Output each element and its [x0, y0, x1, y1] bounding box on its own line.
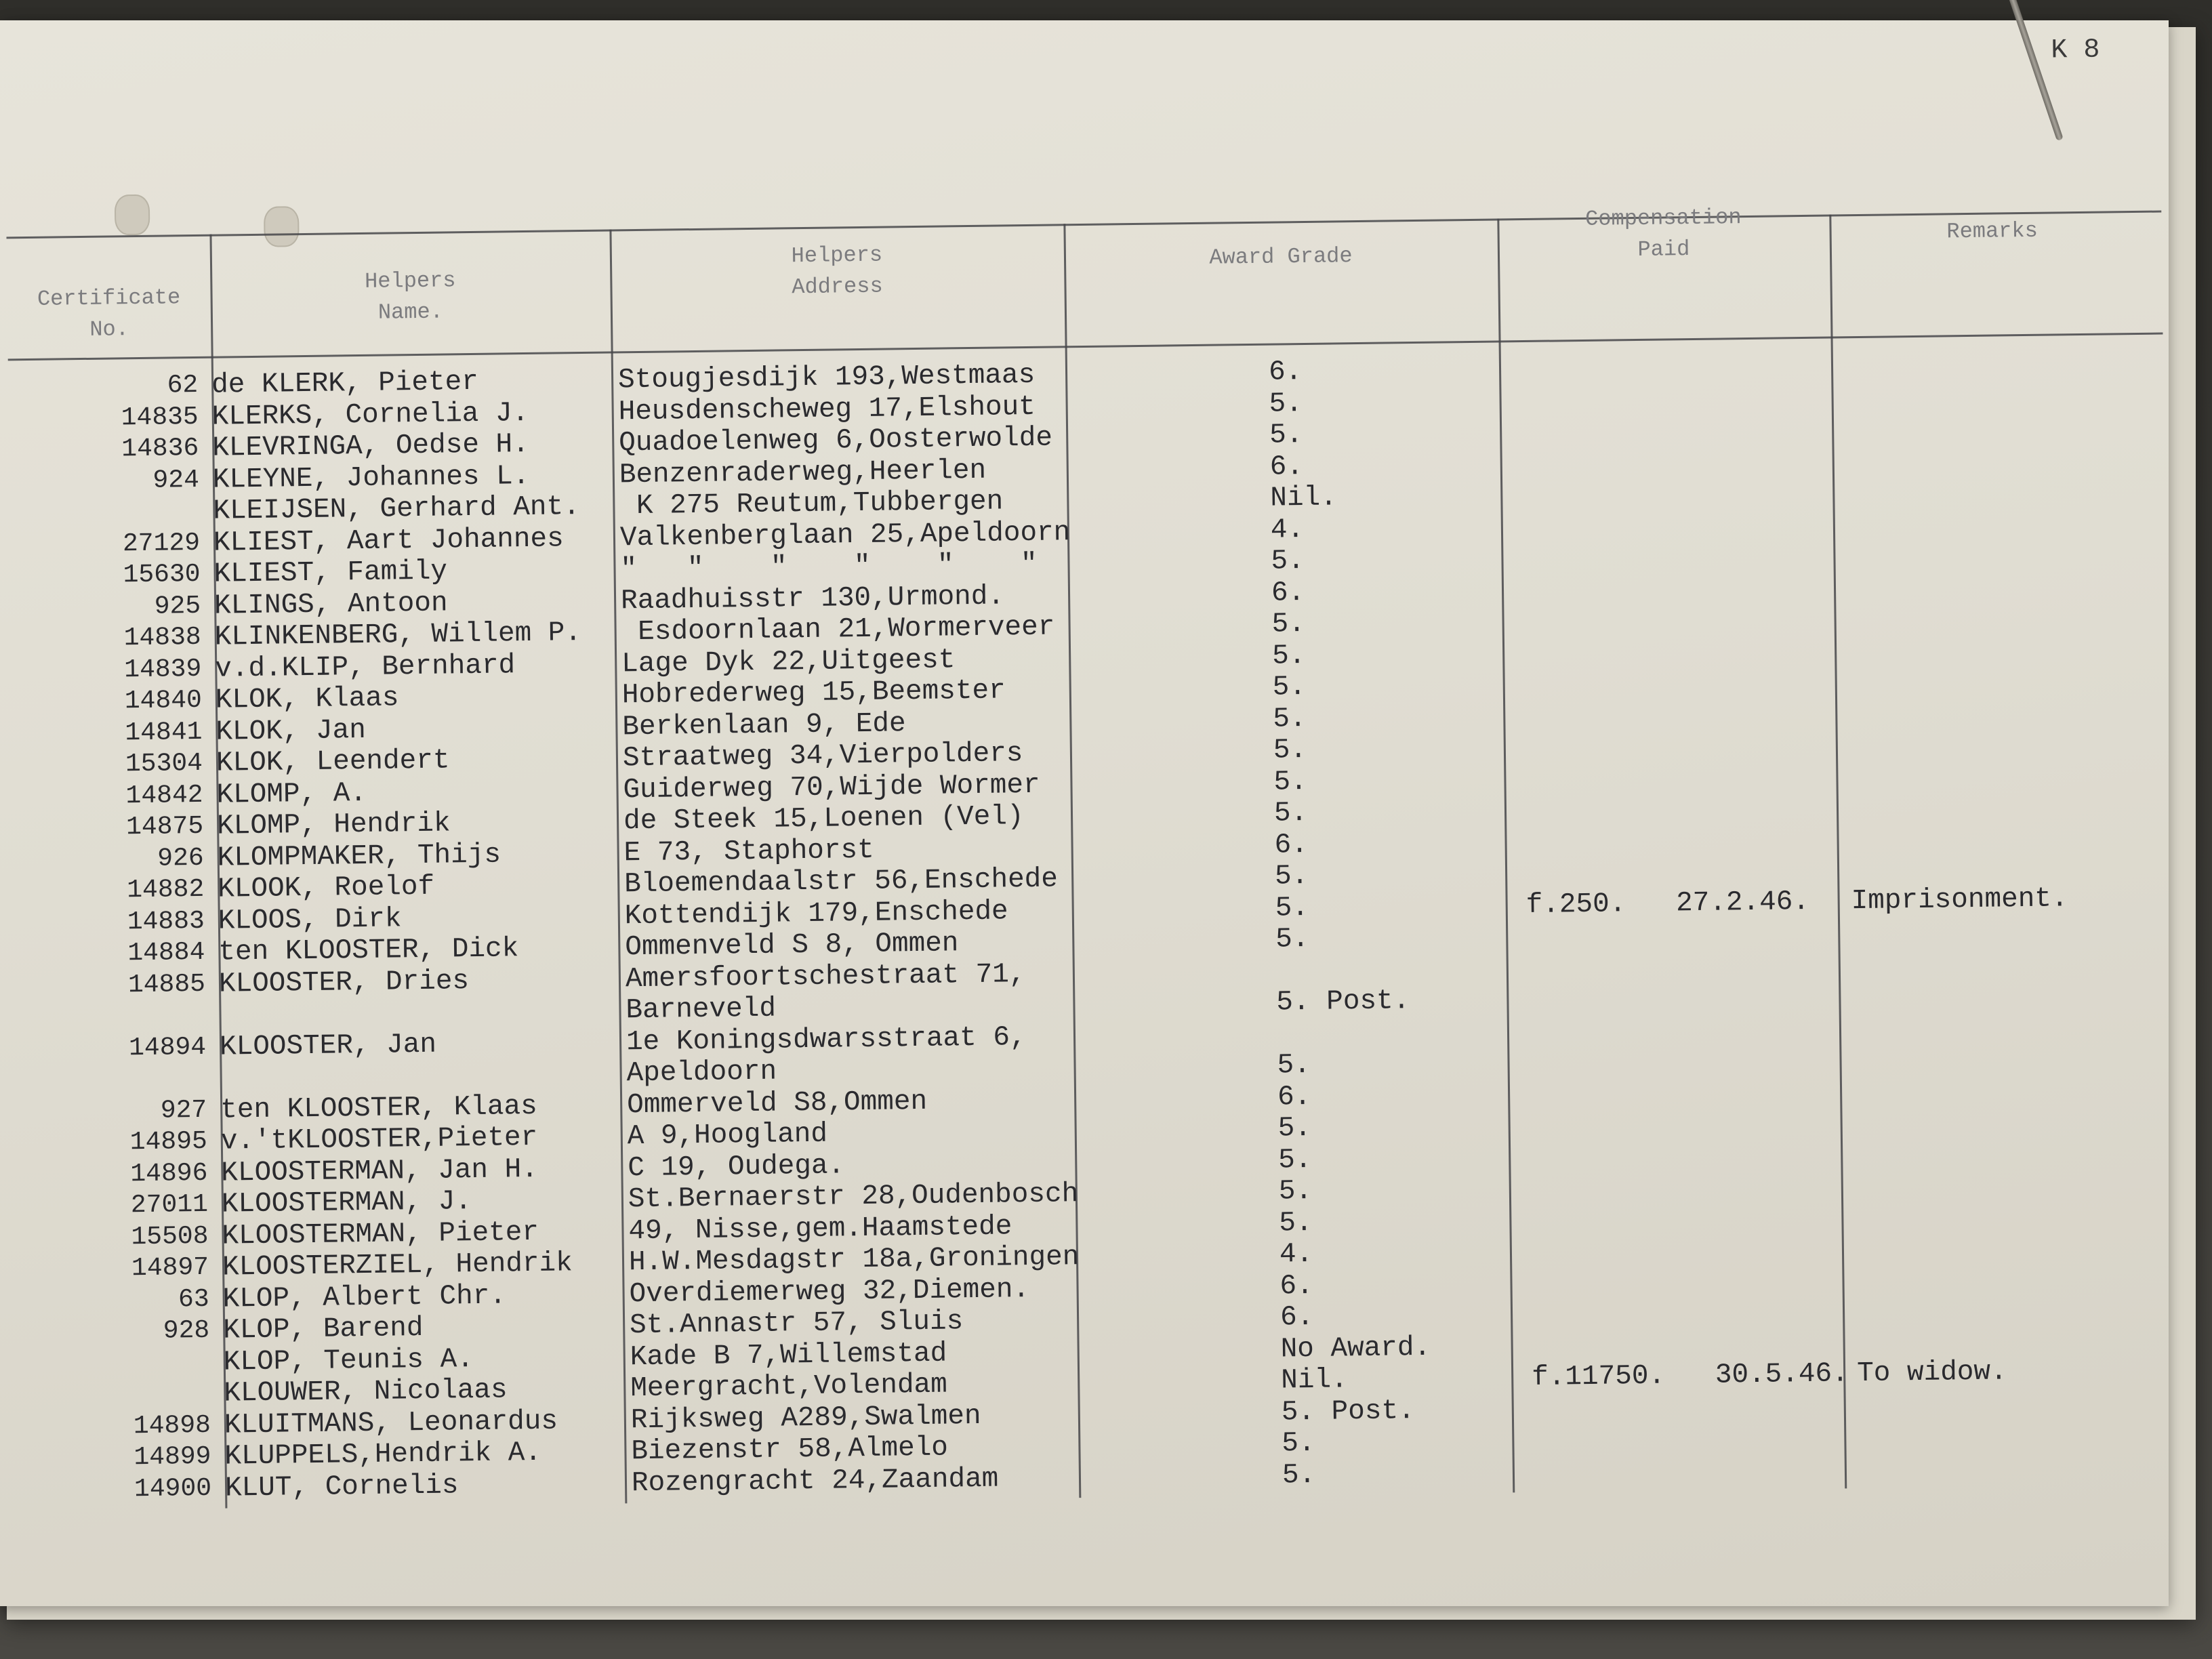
compensation-cell — [1523, 696, 1863, 732]
award-grade-cell: 5. — [1275, 892, 1309, 924]
address-cell: Rijksweg A289,Swalmen — [630, 1400, 981, 1436]
remarks-cell — [1847, 567, 2146, 602]
award-grade-cell: 6. — [1274, 829, 1309, 861]
compensation-cell — [1528, 1074, 1868, 1110]
header-certificate: Certificate No. — [37, 285, 181, 342]
address-cell: Hobrederweg 15,Beemster — [621, 675, 1006, 712]
award-grade-cell: 5. — [1269, 388, 1303, 420]
remarks-cell — [1858, 1449, 2157, 1484]
helper-name-cell: KLOOSTERZIEL, Hendrik — [222, 1248, 573, 1284]
certificate-cell: 14838 — [123, 622, 201, 653]
address-cell: E 73, Staphorst — [623, 834, 874, 869]
compensation-cell — [1530, 1232, 1870, 1268]
compensation-cell — [1524, 728, 1864, 764]
helper-name-cell: KLUITMANS, Leonardus — [224, 1406, 558, 1441]
helper-name-cell: KLIEST, Family — [213, 556, 448, 590]
remarks-cell: To widow. — [1856, 1356, 2007, 1390]
certificate-cell: 14885 — [127, 969, 206, 1000]
compensation-cell — [1531, 1295, 1870, 1331]
helper-name-cell: KLOUWER, Nicolaas — [224, 1374, 508, 1410]
helper-name-cell: KLUPPELS,Hendrik A. — [224, 1437, 542, 1473]
helper-name-cell: KLEYNE, Johannes L. — [212, 460, 530, 496]
remarks-cell — [1856, 1292, 2155, 1327]
helper-name-cell: KLOP, Albert Chr. — [222, 1279, 507, 1315]
certificate-cell: 14896 — [130, 1158, 208, 1189]
address-cell: Esdoornlaan 21,Wormerveer — [621, 611, 1055, 649]
address-cell: Ommerveld S8,Ommen — [626, 1086, 928, 1121]
certificate-cell: 924 — [152, 465, 200, 495]
certificate-cell: 14884 — [127, 937, 205, 968]
certificate-cell: 926 — [157, 843, 204, 874]
address-cell: Apeldoorn — [626, 1056, 777, 1090]
remarks-cell — [1845, 409, 2144, 445]
helper-name-cell: KLOMP, Hendrik — [216, 808, 451, 842]
award-grade-cell: Nil. — [1270, 482, 1338, 514]
certificate-cell — [63, 1000, 206, 1033]
address-cell: K 275 Reutum,Tubbergen — [619, 486, 1004, 523]
remarks-cell — [1856, 1260, 2154, 1295]
remarks-cell — [1845, 377, 2144, 413]
award-grade-cell: 5. — [1271, 546, 1305, 577]
helper-name-cell: KLEIJSEN, Gerhard Ant. — [213, 491, 581, 527]
certificate-cell: 27129 — [122, 528, 201, 558]
helper-name-cell: KLIEST, Aart Johannes — [213, 523, 564, 559]
compensation-cell — [1525, 822, 1864, 858]
compensation-cell — [1527, 980, 1866, 1016]
header-name: Helpers Name. — [364, 268, 456, 325]
remarks-cell — [1846, 472, 2145, 508]
helper-name-cell: KLOOK, Roelof — [217, 871, 435, 905]
address-cell: Kade B 7,Willemstad — [630, 1338, 947, 1373]
address-cell: A 9,Hoogland — [627, 1118, 828, 1153]
helper-name-cell: KLOK, Klaas — [215, 682, 399, 716]
compensation-column — [1519, 350, 1872, 1488]
certificate-cell — [57, 496, 200, 529]
helper-name-cell: KLOK, Leendert — [216, 745, 450, 779]
remarks-cell — [1854, 1134, 2153, 1169]
remarks-cell — [1849, 756, 2148, 791]
remarks-cell — [1853, 1040, 2152, 1075]
record-sheet-content — [0, 7, 2178, 1620]
address-cell: Overdiemerweg 32,Diemen. — [629, 1273, 1030, 1310]
award-grade-cell: 5. — [1279, 1207, 1313, 1240]
page-mark: K 8 — [2051, 35, 2100, 66]
award-grade-cell: 5. Post. — [1276, 985, 1410, 1019]
compensation-cell — [1528, 1106, 1868, 1142]
award-grade-cell: 5. — [1277, 1049, 1311, 1082]
compensation-cell — [1531, 1326, 1870, 1362]
remarks-cell — [1851, 914, 2150, 949]
header-address: Helpers Address — [791, 242, 883, 300]
header-award: Award Grade — [1209, 243, 1353, 270]
compensation-cell — [1519, 350, 1859, 386]
address-cell: Heusdenscheweg 17,Elshout — [618, 391, 1036, 428]
remarks-cell — [1855, 1197, 2154, 1232]
address-cell: 1e Koningsdwarsstraat 6, — [626, 1021, 1027, 1058]
remarks-cell — [1857, 1386, 2156, 1421]
remarks-cell — [1845, 441, 2144, 476]
certificate-cell: 15304 — [125, 748, 203, 779]
helper-name-cell: KLUT, Cornelis — [224, 1469, 459, 1504]
compensation-cell — [1528, 1011, 1867, 1047]
remarks-cell — [1847, 535, 2146, 571]
certificate-cell: 927 — [160, 1095, 207, 1126]
certificate-cell: 14836 — [121, 433, 199, 464]
helper-name-cell — [220, 1058, 627, 1094]
remarks-cell — [1849, 693, 2148, 728]
remarks-cell — [1856, 1323, 2155, 1358]
helper-name-cell: KLOP, Barend — [222, 1312, 424, 1347]
compensation-cell — [1519, 381, 1859, 417]
helper-name-cell — [219, 995, 626, 1031]
compensation-cell — [1521, 476, 1860, 512]
award-grade-cell: 5. — [1272, 671, 1307, 703]
certificate-cell: 14841 — [125, 717, 203, 747]
address-cell: C 19, Oudega. — [628, 1149, 845, 1184]
punch-hole — [264, 206, 300, 247]
compensation-cell — [1527, 948, 1866, 984]
award-column — [1269, 354, 1486, 1492]
remarks-cell — [1845, 346, 2144, 382]
certificate-cell: 14898 — [133, 1410, 211, 1441]
certificate-cell: 62 — [167, 370, 199, 401]
remarks-cell — [1850, 819, 2149, 854]
award-grade-cell: 5. — [1273, 703, 1307, 735]
record-sheet — [0, 20, 2169, 1606]
award-grade-cell: 5. — [1278, 1175, 1313, 1208]
address-cell: Benzenraderweg,Heerlen — [619, 455, 987, 491]
address-cell: Amersfoortschestraat 71, — [625, 958, 1026, 995]
certificate-cell: 14899 — [134, 1441, 211, 1473]
compensation-cell — [1525, 854, 1865, 890]
helper-name-cell: KLINKENBERG, Willem P. — [214, 617, 582, 653]
compensation-cell — [1522, 570, 1862, 606]
punch-hole — [115, 194, 150, 236]
certificate-cell: 14840 — [124, 685, 203, 716]
address-cell: Ommenveld S 8, Ommen — [625, 928, 959, 964]
certificate-cell — [64, 1063, 207, 1097]
compensation-cell — [1528, 1043, 1867, 1079]
certificate-cell: 14883 — [127, 906, 205, 937]
helper-name-cell: KLOOSTERMAN, Pieter — [222, 1216, 539, 1252]
remarks-cell — [1853, 1071, 2152, 1106]
helper-name-cell: de KLERK, Pieter — [211, 366, 479, 401]
address-cell: Barneveld — [626, 993, 777, 1027]
remarks-cell — [1852, 977, 2151, 1012]
certificate-cell: 27011 — [130, 1189, 209, 1221]
compensation-cell — [1533, 1452, 1872, 1488]
compensation-cell — [1523, 633, 1862, 669]
address-cell: Meergracht,Volendam — [630, 1369, 948, 1405]
address-cell: Berkenlaan 9, Ede — [622, 708, 906, 743]
address-cell: Raadhuisstr 130,Urmond. — [620, 580, 1005, 617]
remarks-cell — [1856, 1229, 2154, 1264]
address-cell: Kottendijk 179,Enschede — [624, 895, 1008, 932]
award-grade-cell: 5. — [1282, 1459, 1316, 1492]
compensation-cell — [1526, 917, 1866, 953]
header-compensation: Compensation Paid — [1584, 205, 1742, 262]
address-cell: 49, Nisse,gem.Haamstede — [628, 1210, 1012, 1247]
address-cell: H.W.Mesdagstr 18a,Groningen — [628, 1242, 1080, 1279]
compensation-cell: f.11750. 30.5.46. — [1531, 1358, 1849, 1393]
address-cell: " " " " " " — [620, 548, 1038, 586]
award-grade-cell: 5. — [1277, 1112, 1312, 1145]
address-column — [618, 359, 1174, 1500]
certificate-cell: 14875 — [125, 811, 204, 842]
award-grade-cell: No Award. — [1280, 1332, 1431, 1366]
award-grade-cell: 6. — [1269, 451, 1304, 483]
award-grade-cell — [1277, 1016, 1481, 1050]
certificate-cell: 925 — [154, 591, 201, 621]
award-grade-cell: 5. — [1275, 923, 1309, 956]
award-grade-cell: 5. — [1282, 1427, 1315, 1460]
remarks-cell — [1847, 504, 2146, 539]
award-grade-cell: 5. — [1274, 860, 1309, 893]
certificate-cell: 15630 — [123, 559, 201, 590]
address-cell: St.Bernaerstr 28,Oudenbosch — [628, 1179, 1079, 1216]
address-cell: St.Annastr 57, Sluis — [629, 1306, 964, 1342]
certificate-cell — [68, 1347, 211, 1380]
helper-name-cell: KLOP, Teunis A. — [223, 1343, 474, 1378]
helper-name-cell: v.d.KLIP, Bernhard — [215, 649, 516, 685]
award-grade-cell: 6. — [1268, 356, 1303, 388]
award-grade-cell: 5. — [1273, 797, 1308, 830]
helper-name-cell: ten KLOOSTER, Dick — [218, 933, 519, 968]
helper-name-cell: KLOK, Jan — [216, 714, 367, 748]
address-cell: Bloemendaalstr 56,Enschede — [623, 863, 1059, 901]
address-cell: Biezenstr 58,Almelo — [631, 1432, 949, 1468]
award-grade-cell: 5. — [1271, 609, 1306, 640]
certificate-cell — [68, 1378, 211, 1412]
remarks-cell — [1851, 851, 2150, 886]
remarks-cell — [1853, 1103, 2152, 1138]
address-cell: Stougjesdijk 193,Westmaas — [617, 359, 1036, 396]
remarks-cell — [1855, 1166, 2154, 1201]
certificate-cell: 14897 — [131, 1252, 209, 1284]
award-grade-cell: 6. — [1277, 1081, 1311, 1113]
address-cell: Quadoelenweg 6,Oosterwolde — [619, 422, 1053, 459]
remarks-cell — [1850, 787, 2149, 823]
column-divider — [1497, 218, 1515, 1492]
certificate-column — [56, 370, 211, 1506]
award-grade-cell: 4. — [1279, 1238, 1313, 1271]
compensation-cell — [1532, 1389, 1872, 1425]
address-cell: Lage Dyk 22,Uitgeest — [621, 644, 956, 680]
award-grade-cell: 5. — [1273, 734, 1307, 766]
helper-name-cell: KLEVRINGA, Oedse H. — [212, 428, 530, 464]
compensation-cell — [1523, 665, 1862, 701]
certificate-cell: 14894 — [128, 1032, 207, 1063]
header-remarks: Remarks — [1946, 218, 2039, 245]
award-grade-cell: 6. — [1279, 1301, 1314, 1334]
helper-name-cell: KLOOSTER, Jan — [219, 1029, 437, 1063]
certificate-cell: 15508 — [131, 1221, 209, 1252]
remarks-cell — [1852, 945, 2151, 980]
compensation-cell — [1529, 1137, 1868, 1173]
compensation-cell — [1524, 759, 1864, 795]
compensation-cell — [1525, 791, 1864, 827]
helper-name-cell: KLOMPMAKER, Thijs — [217, 839, 501, 874]
helper-name-cell: KLOOSTER, Dries — [218, 965, 470, 1000]
certificate-cell: 14895 — [129, 1126, 208, 1158]
certificate-cell: 63 — [178, 1284, 209, 1314]
award-grade-cell: 6. — [1279, 1270, 1314, 1303]
name-column — [211, 365, 632, 1504]
compensation-cell — [1521, 539, 1861, 575]
helper-name-cell: KLOOS, Dirk — [218, 903, 402, 937]
address-cell: Guiderweg 70,Wijde Wormer — [623, 769, 1040, 806]
helper-name-cell: KLINGS, Antoon — [213, 587, 448, 622]
remarks-cell — [1847, 598, 2146, 634]
certificate-cell: 14882 — [126, 874, 205, 905]
remarks-cell — [1848, 661, 2147, 697]
helper-name-cell: KLOOSTERMAN, Jan H. — [221, 1153, 539, 1189]
remarks-cell — [1848, 630, 2147, 665]
certificate-cell: 928 — [163, 1315, 210, 1346]
compensation-cell — [1532, 1421, 1872, 1457]
award-grade-cell: 5. — [1277, 1144, 1312, 1176]
remarks-cell: Imprisonment. — [1851, 882, 2068, 917]
helper-name-cell: ten KLOOSTER, Klaas — [220, 1090, 537, 1126]
address-cell: Rozengracht 24,Zaandam — [631, 1463, 999, 1499]
compensation-cell — [1530, 1263, 1870, 1299]
remarks-cell — [1849, 724, 2148, 760]
helper-name-cell: KLOOSTERMAN, J. — [221, 1186, 472, 1221]
award-grade-cell: 6. — [1271, 577, 1305, 609]
award-grade-cell: 5. — [1269, 419, 1303, 451]
compensation-cell — [1522, 602, 1862, 638]
remarks-column — [1845, 346, 2156, 1484]
remarks-cell — [1858, 1418, 2156, 1453]
remarks-cell — [1853, 1008, 2152, 1043]
hanging-string — [2005, 0, 2063, 141]
award-grade-cell: 5. — [1271, 640, 1306, 672]
address-cell: de Steek 15,Loenen (Vel) — [623, 801, 1024, 838]
address-cell: Straatweg 34,Vierpolders — [622, 738, 1023, 775]
award-grade-cell — [1276, 953, 1480, 987]
compensation-cell — [1530, 1200, 1869, 1236]
address-cell: Valkenberglaan 25,Apeldoorn — [619, 516, 1071, 554]
compensation-cell — [1520, 413, 1860, 449]
compensation-cell — [1530, 1169, 1869, 1205]
compensation-cell — [1520, 444, 1860, 480]
award-grade-cell: 5. Post. — [1281, 1395, 1415, 1429]
award-grade-cell: 5. — [1273, 766, 1307, 798]
helper-name-cell: v.'tKLOOSTER,Pieter — [220, 1122, 538, 1158]
certificate-cell: 14842 — [125, 780, 203, 811]
certificate-cell: 14900 — [134, 1473, 212, 1504]
helper-name-cell: KLERKS, Cornelia J. — [211, 397, 529, 433]
certificate-cell: 14839 — [124, 654, 202, 684]
compensation-cell — [1521, 507, 1861, 543]
award-grade-cell: Nil. — [1280, 1364, 1348, 1397]
certificate-cell: 14835 — [121, 402, 199, 432]
compensation-cell: f.250. 27.2.46. — [1525, 886, 1810, 921]
helper-name-cell: KLOMP, A. — [216, 777, 367, 811]
award-grade-cell: 4. — [1270, 514, 1305, 546]
